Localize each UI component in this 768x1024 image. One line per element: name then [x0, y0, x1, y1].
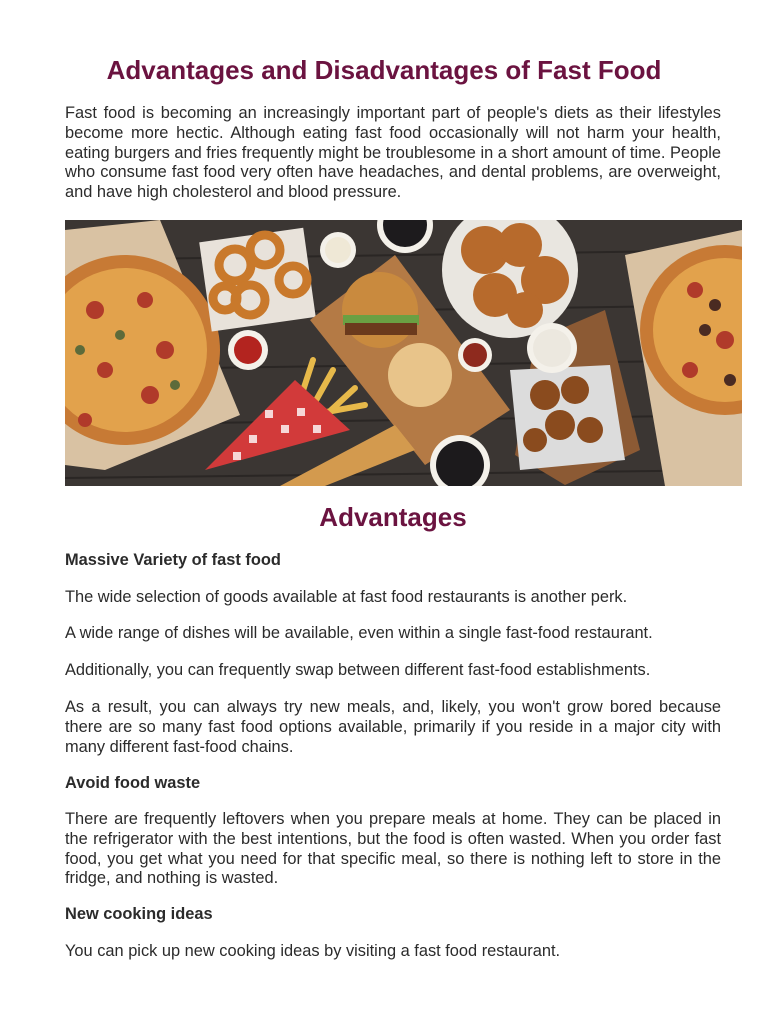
variety-paragraph-2: A wide range of dishes will be available, even within a single fast-food restaurant. [65, 624, 653, 642]
variety-heading: Massive Variety of fast food [65, 551, 281, 569]
cooking-paragraph-1: You can pick up new cooking ideas by visiting a fast food restaurant. [65, 942, 561, 960]
fast-food-photo [65, 220, 742, 486]
advantages-heading: Advantages [319, 502, 467, 532]
variety-paragraph-1: The wide selection of goods available at fast food restaurants is another perk. [65, 588, 628, 606]
waste-paragraph-1: There are frequently leftovers when you prepare meals at home. They can be placed in the refrigerator with the best intentions, but the food is often wasted. When you order fast food, you get what you need for that specific meal, so there is nothing left to store in the fridge, and nothing is wasted. [65, 810, 721, 888]
intro-paragraph: Fast food is becoming an increasingly important part of people's diets as their lifestyles become more hectic. Although eating fast food occasionally will not harm your health, eating burgers and fries frequently might be troublesome in a short amount of time. People who consume fast food very often have headaches, and dental problems, are overweight, and have high cholesterol and blood pressure. [65, 104, 721, 202]
fast-food-illustration [65, 220, 742, 486]
document-title: Advantages and Disadvantages of Fast Food [106, 55, 662, 85]
variety-paragraph-3: Additionally, you can frequently swap between different fast-food establishments. [65, 661, 651, 679]
cooking-heading: New cooking ideas [65, 905, 213, 923]
waste-heading: Avoid food waste [65, 774, 201, 792]
variety-paragraph-4: As a result, you can always try new meals, and, likely, you won't grow bored because there are so many fast food options available, primarily if you reside in a major city with many different fast-food chains. [65, 698, 721, 756]
